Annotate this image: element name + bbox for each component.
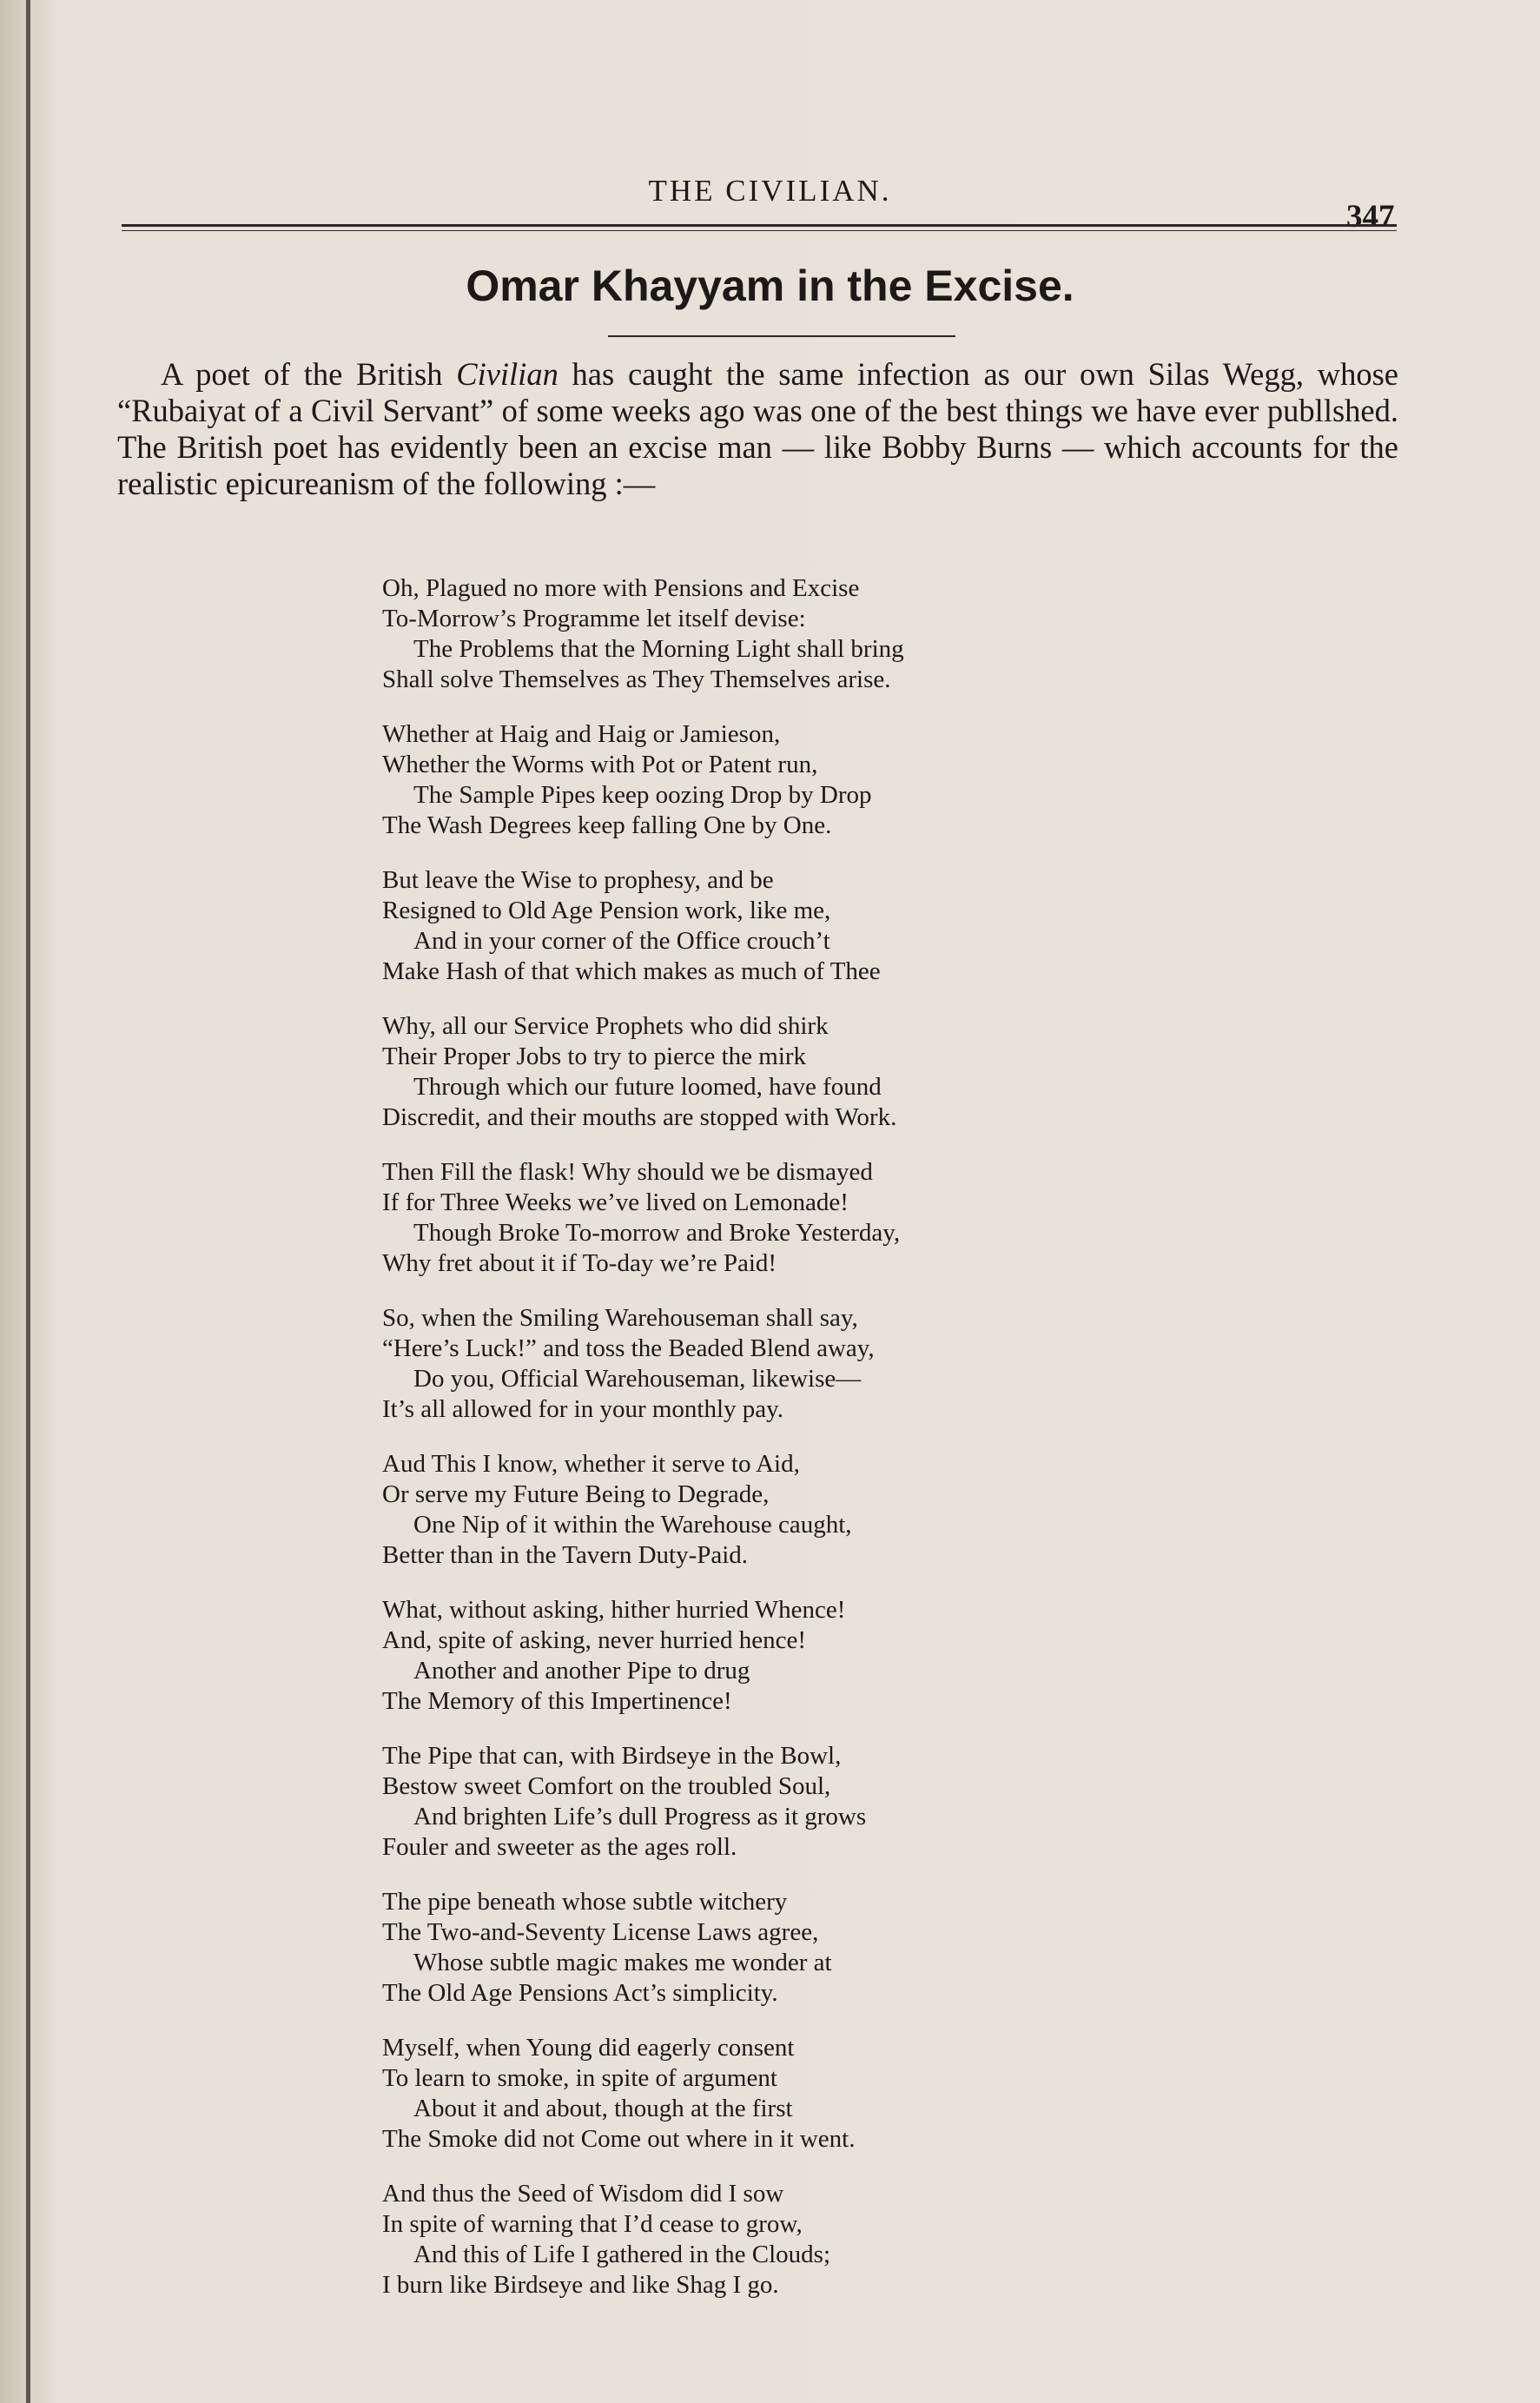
poem-line: Why, all our Service Prophets who did shirk [382, 1012, 829, 1040]
poem-line: About it and about, though at the first [413, 2095, 793, 2122]
poem-line: So, when the Smiling Warehouseman shall say, [382, 1304, 858, 1332]
poem-stanza [382, 1741, 1164, 1863]
poem-line: Better than in the Tavern Duty-Paid. [382, 1541, 749, 1569]
poem-line: The Sample Pipes keep oozing Drop by Drop [413, 781, 872, 809]
poem-stanza [382, 573, 1164, 695]
poem-line: The Two-and-Seventy License Laws agree, [382, 1918, 819, 1946]
header-rule [122, 224, 1397, 231]
poem-line: The Memory of this Impertinence! [382, 1687, 732, 1715]
poem-line: The pipe beneath whose subtle witchery [382, 1888, 788, 1916]
poem-line: Through which our future loomed, have found [413, 1073, 882, 1101]
poem-line: It’s all allowed for in your monthly pay. [382, 1395, 784, 1423]
title-rule [608, 335, 955, 337]
poem-line: The Wash Degrees keep falling One by One. [382, 811, 832, 839]
poem-stanza [382, 1449, 1164, 1571]
poem-line: Resigned to Old Age Pension work, like me, [382, 897, 831, 924]
article-title: Omar Khayyam in the Excise. [466, 261, 1074, 310]
poem-line: Discredit, and their mouths are stopped with Work. [382, 1103, 897, 1131]
poem-line: Bestow sweet Comfort on the troubled Soul, [382, 1772, 831, 1800]
poem-line: Whose subtle magic makes me wonder at [413, 1949, 832, 1976]
poem-line: Their Proper Jobs to try to pierce the mirk [382, 1043, 807, 1070]
intro-italic-title: Civilian [456, 356, 558, 392]
poem-line: And this of Life I gathered in the Clouds; [413, 2241, 831, 2268]
poem-line: “Here’s Luck!” and toss the Beaded Blend away, [382, 1334, 875, 1362]
poem-line: Do you, Official Warehouseman, likewise— [413, 1365, 862, 1393]
poem-line: Why fret about it if To-day we’re Paid! [382, 1249, 777, 1277]
poem-line: One Nip of it within the Warehouse caught, [413, 1511, 852, 1539]
poem-stanza [382, 865, 1164, 987]
poem-line: Myself, when Young did eagerly consent [382, 2034, 795, 2062]
poem-stanza [382, 719, 1164, 841]
poem [382, 573, 1164, 2325]
poem-line: To learn to smoke, in spite of argument [382, 2064, 777, 2092]
intro-text-start: A poet of the British [161, 356, 457, 392]
poem-line: But leave the Wise to prophesy, and be [382, 866, 774, 894]
poem-line: Though Broke To-morrow and Broke Yesterday, [413, 1219, 901, 1247]
poem-line: Shall solve Themselves as They Themselves arise. [382, 665, 891, 693]
poem-line: The Pipe that can, with Birdseye in the Bowl, [382, 1742, 842, 1770]
intro-text-end: has caught the same infection as our own Silas Wegg, whose “Rubaiyat of a Civil Servant” of some weeks ago was one of the best things we have ever publlshed. The British poet has evidently been an excise man — like Bobby Burns — which accounts for the realistic epicureanism of the following :— [117, 356, 1398, 501]
poem-line: The Old Age Pensions Act’s simplicity. [382, 1979, 778, 2007]
poem-line: And brighten Life’s dull Progress as it grows [413, 1803, 867, 1830]
page-number: 347 [1346, 199, 1395, 235]
poem-line: If for Three Weeks we’ve lived on Lemonade! [382, 1188, 849, 1216]
poem-stanza [382, 1157, 1164, 1279]
poem-line: I burn like Birdseye and like Shag I go. [382, 2271, 779, 2299]
poem-line: Another and another Pipe to drug [413, 1657, 750, 1685]
poem-stanza [382, 1595, 1164, 1717]
poem-line: Oh, Plagued no more with Pensions and Excise [382, 574, 860, 602]
poem-line: What, without asking, hither hurried Whence! [382, 1596, 846, 1624]
poem-line: Whether the Worms with Pot or Patent run, [382, 751, 818, 778]
poem-line: And thus the Seed of Wisdom did I sow [382, 2180, 784, 2208]
poem-stanza [382, 1011, 1164, 1133]
poem-line: To-Morrow’s Programme let itself devise: [382, 605, 806, 632]
poem-line: The Problems that the Morning Light shall bring [413, 635, 904, 663]
running-header: THE CIVILIAN. [648, 174, 892, 208]
poem-line: Or serve my Future Being to Degrade, [382, 1480, 770, 1508]
poem-line: Fouler and sweeter as the ages roll. [382, 1833, 737, 1861]
poem-stanza [382, 2179, 1164, 2300]
poem-line: Aud This I know, whether it serve to Aid, [382, 1450, 800, 1478]
poem-line: And, spite of asking, never hurried hence! [382, 1626, 807, 1654]
poem-stanza [382, 1887, 1164, 2009]
poem-line: Whether at Haig and Haig or Jamieson, [382, 720, 781, 748]
spine-edge [26, 0, 30, 2403]
poem-line: And in your corner of the Office crouch’t [413, 927, 830, 955]
poem-stanza [382, 1303, 1164, 1425]
poem-line: In spite of warning that I’d cease to grow, [382, 2210, 803, 2238]
poem-line: Then Fill the flask! Why should we be dismayed [382, 1158, 873, 1186]
poem-stanza [382, 2033, 1164, 2155]
poem-line: Make Hash of that which makes as much of Thee [382, 957, 881, 985]
intro-paragraph [117, 356, 1398, 502]
poem-line: The Smoke did not Come out where in it went. [382, 2125, 856, 2153]
